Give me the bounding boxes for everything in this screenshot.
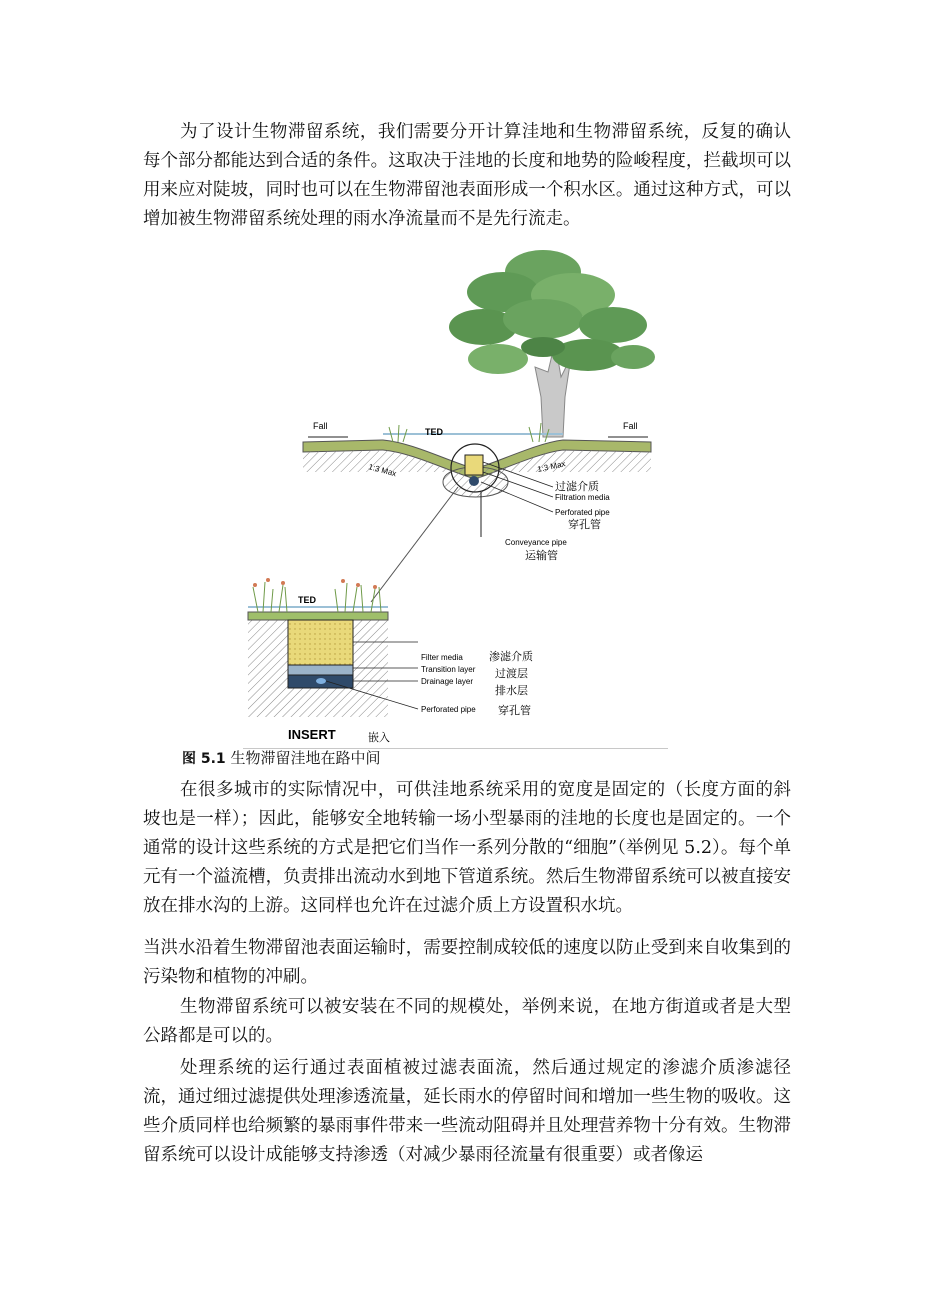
tree-illustration xyxy=(449,250,655,437)
label-slope-left: 1:3 Max xyxy=(367,462,398,479)
label-fall-right: Fall xyxy=(623,421,638,431)
paragraph-1: 为了设计生物滞留系统，我们需要分开计算洼地和生物滞留系统，反复的确认每个部分都能达到合适的条件。这取决于洼地的长度和地势的险峻程度，拦截坝可以用来应对陡坡，同时也可以在生物滞留池表面形成一个积水区。通过这种方式，可以增加被生物滞留系统处理的雨水净流量而不是先行流走。 xyxy=(143,122,791,229)
label-transition-en: Transition layer xyxy=(421,665,476,674)
label-drainage-zh: 排水层 xyxy=(495,684,528,697)
caption-number: 图 5.1 xyxy=(182,751,226,767)
bioretention-diagram xyxy=(243,247,668,745)
label-ted-insert: TED xyxy=(298,595,316,605)
paragraph-3: 当洪水沿着生物滞留池表面运输时，需要控制成较低的速度以防止受到来自收集到的污染物和植物的冲刷。 xyxy=(143,938,791,987)
label-perforated-zh: 穿孔管 xyxy=(568,518,601,531)
label-filtration-zh: 过滤介质 xyxy=(555,480,599,493)
figure-bioretention-swale xyxy=(243,247,668,745)
label-fall-left: Fall xyxy=(313,421,328,431)
insert-detail xyxy=(248,578,418,717)
label-perforated-en: Perforated pipe xyxy=(555,508,610,517)
paragraph-2: 在很多城市的实际情况中，可供洼地系统采用的宽度是固定的（长度方面的斜坡也是一样）；因此，能够安全地转输一场小型暴雨的洼地的长度也是固定的。一个通常的设计这些系统的方式是把它们当作一系列分散的“细胞”（举例见 5.2）。每个单元有一个溢流槽，负责排出流动水到地下管道系统。然后生物滞留系统可以被直接安放在排水沟的上游。这同样也允许在过滤介质上方设置积水坑。 xyxy=(143,780,791,916)
label-slope-right: 1:3 Max xyxy=(536,459,567,474)
label-ted: TED xyxy=(425,427,443,437)
figure-caption xyxy=(182,747,380,770)
caption-text: 生物滞留洼地在路中间 xyxy=(230,749,381,767)
label-filter-media-en: Filter media xyxy=(421,653,463,662)
label-perforated2-zh: 穿孔管 xyxy=(498,704,531,717)
label-insert-en: INSERT xyxy=(288,727,336,742)
label-conveyance-zh: 运输管 xyxy=(525,549,558,562)
label-drainage-en: Drainage layer xyxy=(421,677,474,686)
paragraph-4: 生物滞留系统可以被安装在不同的规模处，举例来说，在地方街道或者是大型公路都是可以的。 xyxy=(143,997,791,1046)
label-insert-zh: 嵌入 xyxy=(368,731,390,744)
paragraph-5: 处理系统的运行通过表面植被过滤表面流，然后通过规定的渗滤介质渗滤径流，通过细过滤提供处理渗透流量，延长雨水的停留时间和增加一些生物的吸收。这些介质同样也给频繁的暴雨事件带来一些流动阻碍并且处理营养物十分有效。生物滞留系统可以设计成能够支持渗透（对减少暴雨径流量有很重要）或者像运 xyxy=(143,1058,791,1165)
label-conveyance-en: Conveyance pipe xyxy=(505,538,567,547)
label-transition-zh: 过渡层 xyxy=(495,667,528,680)
label-perforated2-en: Perforated pipe xyxy=(421,705,476,714)
label-filter-media-zh: 渗滤介质 xyxy=(489,650,533,663)
label-filtration-en: Filtration media xyxy=(555,493,610,502)
